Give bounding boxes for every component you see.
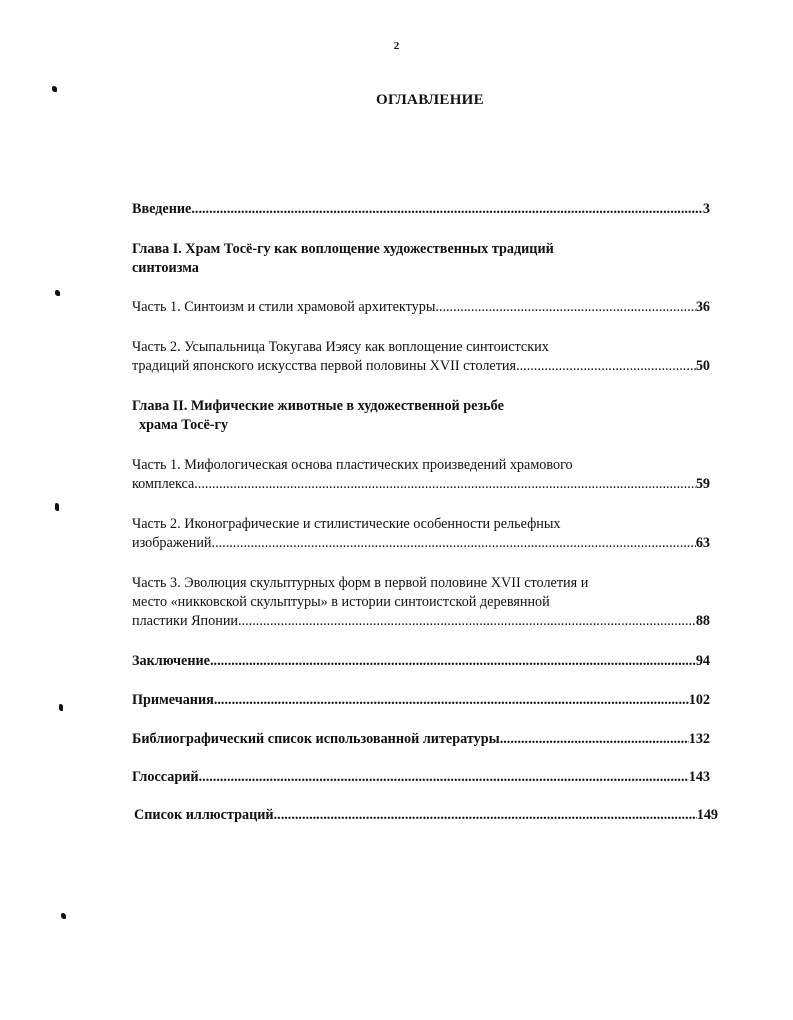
dot-leader [210, 652, 696, 671]
toc-chapter-2 [132, 397, 710, 435]
toc-entry-page: 3 [702, 201, 710, 217]
toc-chapter-line: храма Тосё-гу [139, 417, 229, 433]
toc-entry-page: 36 [695, 299, 710, 315]
page-number: 2 [393, 40, 400, 52]
toc-entry-text: Часть 1. Синтоизм и стили храмовой архитектуры [132, 299, 436, 315]
scan-mark [55, 503, 59, 511]
toc-entry-text: Глоссарий [132, 769, 199, 785]
toc-entry-line: Часть 1. Мифологическая основа пластических произведений храмового [132, 457, 573, 473]
toc-entry-bibliography [132, 730, 710, 749]
toc-entry-ch2-part3 [132, 574, 710, 631]
toc-entry-intro [132, 200, 710, 219]
dot-leader [191, 200, 703, 219]
toc-chapter-1 [132, 240, 710, 278]
toc-entry-line: место «никковской скульптуры» в истории синтоистской деревянной [132, 594, 550, 610]
dot-leader [500, 730, 689, 749]
toc-entry-line: пластики Японии [132, 613, 239, 629]
toc-entry-page: 132 [688, 731, 710, 747]
toc-entry-line: комплекса [132, 476, 195, 492]
toc-entry-line: традиций японского искусства первой половины XVII столетия [132, 358, 517, 374]
scan-mark [55, 290, 60, 296]
toc-chapter-line: Глава II. Мифические животные в художественной резьбе [132, 398, 504, 414]
toc-entry-text: Примечания [132, 692, 214, 708]
toc-entry-page: 59 [695, 476, 710, 492]
page-title: ОГЛАВЛЕНИЕ [376, 92, 484, 108]
toc-entry-page: 63 [695, 535, 710, 551]
toc-entry-ch1-part2 [132, 338, 710, 376]
toc-entry-page: 102 [688, 692, 710, 708]
toc-entry-ch2-part1 [132, 456, 710, 494]
toc-entry-ch2-part2 [132, 515, 710, 553]
toc-entry-conclusion [132, 652, 710, 671]
dot-leader [194, 475, 696, 494]
dot-leader [435, 298, 695, 317]
dot-leader [214, 691, 689, 710]
toc-entry-line: Часть 2. Усыпальница Токугава Иэясу как воплощение синтоистских [132, 339, 549, 355]
toc-entry-page: 94 [695, 653, 710, 669]
toc-entry-line: Часть 2. Иконографические и стилистические особенности рельефных [132, 516, 561, 532]
dot-leader [516, 357, 696, 376]
toc-entry-page: 149 [696, 807, 718, 823]
toc-entry-notes [132, 691, 710, 710]
toc-entry-illustrations [134, 806, 718, 825]
toc-entry-ch1-part1 [132, 298, 710, 317]
toc-entry-line: Часть 3. Эволюция скульптурных форм в первой половине XVII столетия и [132, 575, 589, 591]
dot-leader [199, 768, 689, 787]
toc-entry-text: Заключение [132, 653, 210, 669]
scan-mark [59, 704, 63, 711]
dot-leader [238, 612, 696, 631]
toc-chapter-line: Глава I. Храм Тосё-гу как воплощение художественных традиций [132, 241, 554, 257]
toc-entry-line: изображений [132, 535, 212, 551]
scan-mark [61, 913, 66, 919]
toc-entry-page: 88 [695, 613, 710, 629]
toc-entry-text: Список иллюстраций [134, 807, 274, 823]
toc-chapter-line: синтоизма [132, 260, 199, 276]
toc-entry-text: Библиографический список использованной литературы [132, 731, 500, 747]
dot-leader [212, 534, 696, 553]
toc-entry-text: Введение [132, 201, 192, 217]
toc-entry-glossary [132, 768, 710, 787]
toc-entry-page: 50 [695, 358, 710, 374]
toc-entry-page: 143 [688, 769, 710, 785]
dot-leader [274, 806, 697, 825]
